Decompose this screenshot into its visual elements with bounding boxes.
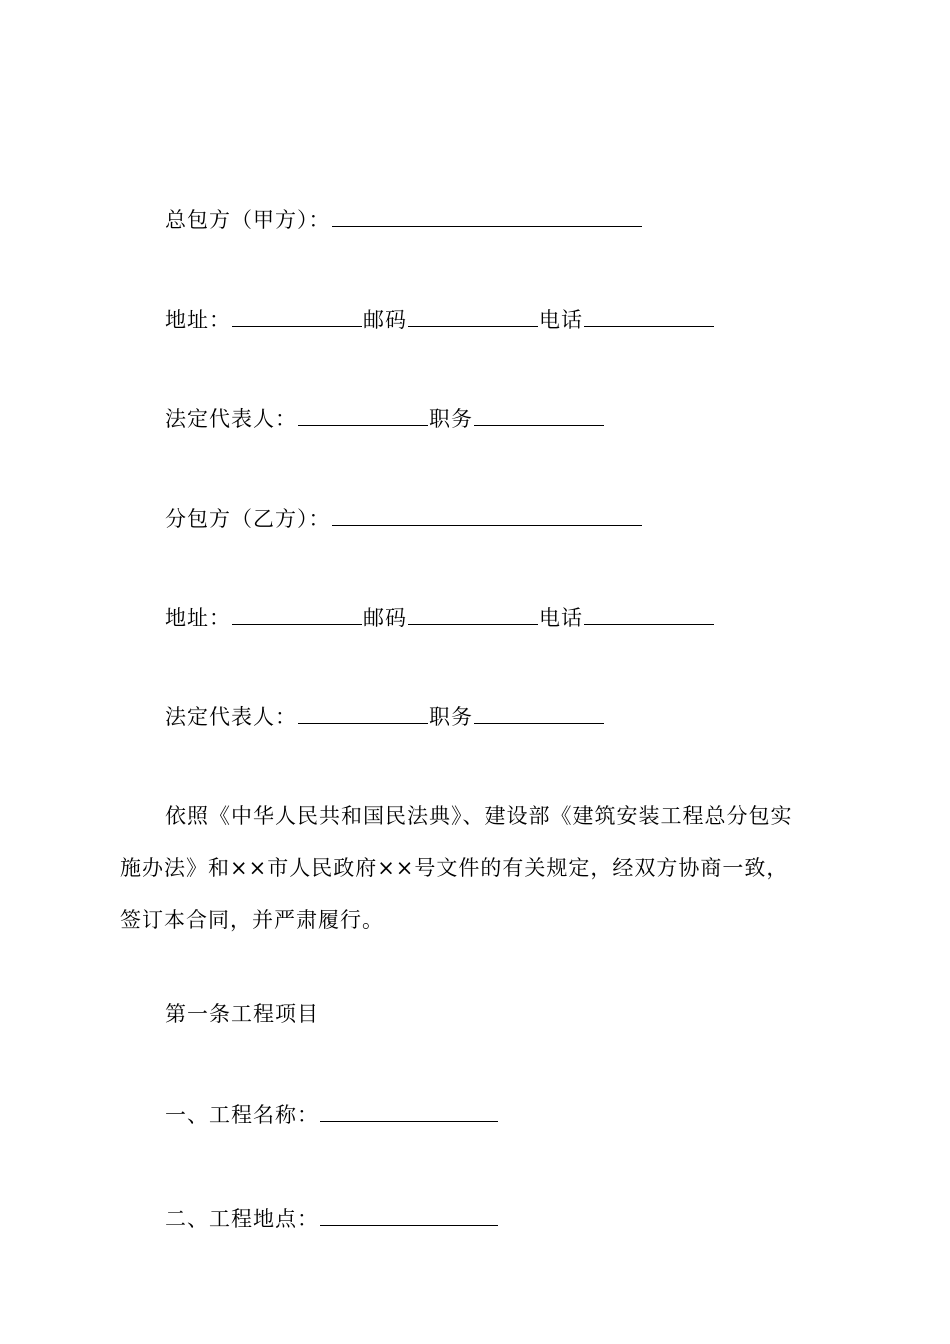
- subcontractor-label: 分包方（乙方）：: [165, 507, 331, 531]
- project-name-line: [165, 1101, 499, 1129]
- subcontractor-rep-line: [165, 703, 605, 731]
- position-label: 职务: [429, 705, 473, 729]
- preamble-paragraph: [120, 790, 832, 946]
- general-contractor-line: [165, 206, 643, 234]
- address-label: 地址：: [165, 308, 231, 332]
- project-name-blank[interactable]: [320, 1120, 498, 1122]
- article-heading: 第一条工程项目: [165, 1002, 319, 1026]
- preamble-line-1: 依照《中华人民共和国民法典》、建设部《建筑安装工程总分包实: [165, 804, 793, 828]
- subcontractor-blank[interactable]: [332, 524, 642, 526]
- phone-blank[interactable]: [584, 325, 714, 327]
- article-1-heading: [165, 1000, 319, 1028]
- phone-label: 电话: [539, 308, 583, 332]
- project-location-label: 二、工程地点：: [165, 1207, 319, 1231]
- postcode-blank[interactable]: [408, 325, 538, 327]
- position-blank[interactable]: [474, 722, 604, 724]
- project-location-blank[interactable]: [320, 1224, 498, 1226]
- general-contractor-label: 总包方（甲方）：: [165, 208, 331, 232]
- legal-rep-label: 法定代表人：: [165, 407, 297, 431]
- postcode-label: 邮码: [363, 606, 407, 630]
- position-label: 职务: [429, 407, 473, 431]
- preamble-line-3: 签订本合同，并严肃履行。: [120, 908, 384, 932]
- general-contractor-blank[interactable]: [332, 225, 642, 227]
- preamble-line-2: 施办法》和××市人民政府××号文件的有关规定，经双方协商一致，: [120, 856, 789, 880]
- project-location-line: [165, 1205, 499, 1233]
- postcode-label: 邮码: [363, 308, 407, 332]
- project-name-label: 一、工程名称：: [165, 1103, 319, 1127]
- phone-blank[interactable]: [584, 623, 714, 625]
- legal-rep-blank[interactable]: [298, 424, 428, 426]
- general-contractor-address-line: [165, 306, 715, 334]
- address-blank[interactable]: [232, 623, 362, 625]
- address-blank[interactable]: [232, 325, 362, 327]
- legal-rep-blank[interactable]: [298, 722, 428, 724]
- subcontractor-address-line: [165, 604, 715, 632]
- general-contractor-rep-line: [165, 405, 605, 433]
- phone-label: 电话: [539, 606, 583, 630]
- subcontractor-line: [165, 505, 643, 533]
- legal-rep-label: 法定代表人：: [165, 705, 297, 729]
- position-blank[interactable]: [474, 424, 604, 426]
- postcode-blank[interactable]: [408, 623, 538, 625]
- address-label: 地址：: [165, 606, 231, 630]
